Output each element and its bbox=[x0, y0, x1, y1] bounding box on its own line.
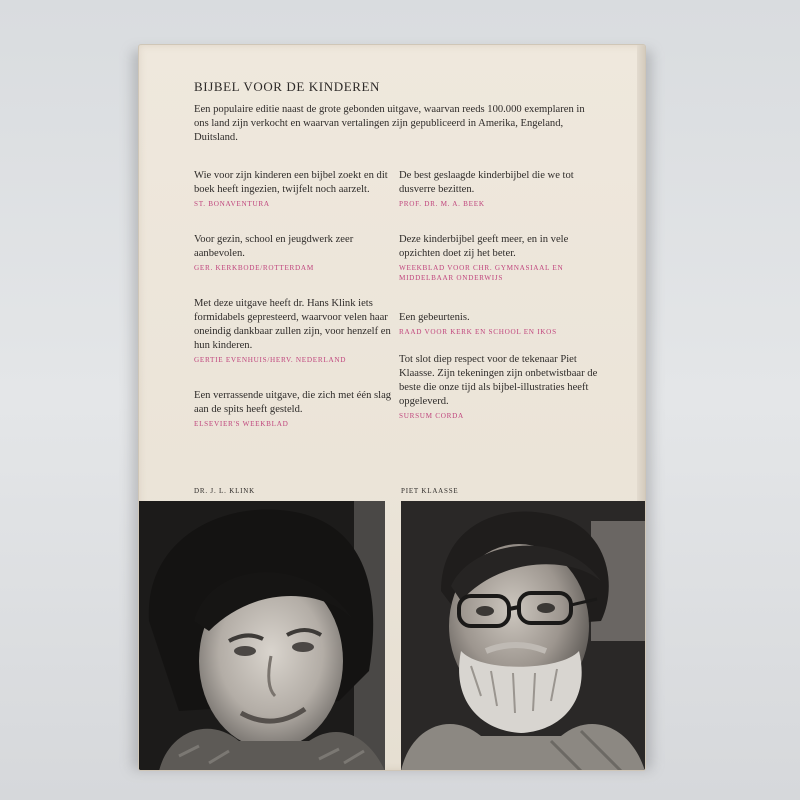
quote-source: PROF. DR. M. A. BEEK bbox=[399, 200, 485, 208]
quote-left-4 bbox=[194, 389, 404, 429]
portrait-woman-illustration bbox=[139, 501, 385, 771]
intro-text: Een populaire editie naast de grote gebonden uitgave, waarvan reeds 100.000 exemplaren in ons land zijn verkocht en waarvan vertalingen zijn gepubliceerd in Amerika, Engeland, Duitsland. bbox=[194, 104, 585, 143]
quote-left-1 bbox=[194, 169, 404, 233]
quote-text: De best geslaagde kinderbijbel die we tot dusverre bezitten. bbox=[399, 170, 574, 195]
quote-source: ST. BONAVENTURA bbox=[194, 200, 270, 208]
quote-source: GERTIE EVENHUIS/HERV. NEDERLAND bbox=[194, 356, 347, 364]
quote-right-4 bbox=[399, 353, 609, 421]
quote-text: Een verrassende uitgave, die zich met één slag aan de spits heeft gesteld. bbox=[194, 390, 392, 415]
quote-source: SURSUM CORDA bbox=[399, 412, 464, 420]
quote-text: Deze kinderbijbel geeft meer, en in vele opzichten doet zij het beter. bbox=[399, 234, 569, 259]
illustrator-portrait-photo bbox=[401, 501, 645, 771]
book-back-cover bbox=[138, 44, 646, 771]
quote-right-2 bbox=[399, 233, 609, 311]
portrait-man-illustration bbox=[401, 501, 645, 771]
quote-source: ELSEVIER'S WEEKBLAD bbox=[194, 420, 289, 428]
quote-source: RAAD VOOR KERK EN SCHOOL EN IKOS bbox=[399, 328, 557, 336]
quote-text: Met deze uitgave heeft dr. Hans Klink iets formidabels gepresteerd, waarvoor velen haar oneindig dankbaar zullen zijn, voor henzelf en hun kinderen. bbox=[194, 298, 391, 351]
quote-text: Een gebeurtenis. bbox=[399, 312, 470, 323]
quote-right-1 bbox=[399, 169, 609, 233]
book-title: BIJBEL VOOR DE KINDEREN bbox=[194, 79, 381, 94]
quote-source: WEEKBLAD VOOR CHR. GYMNASIAAL EN MIDDELBAAR ONDERWIJS bbox=[399, 264, 564, 282]
quote-source: GER. KERKBODE/ROTTERDAM bbox=[194, 264, 314, 272]
quote-left-2 bbox=[194, 233, 404, 297]
photo-caption-left: DR. J. L. KLINK bbox=[194, 487, 255, 495]
quotes-right-column bbox=[399, 169, 609, 421]
quotes-left-column bbox=[194, 169, 404, 429]
photo-caption-right: PIET KLAASSE bbox=[401, 487, 459, 495]
quote-text: Tot slot diep respect voor de tekenaar Piet Klaasse. Zijn tekeningen zijn onbetwistbaar de beste die onze tijd als bijbel-illustraties heeft opgeleverd. bbox=[399, 354, 598, 407]
quote-text: Wie voor zijn kinderen een bijbel zoekt en dit boek heeft ingezien, twijfelt noch aarzelt. bbox=[194, 170, 388, 195]
quote-text: Voor gezin, school en jeugdwerk zeer aanbevolen. bbox=[194, 234, 354, 259]
author-portrait-photo bbox=[139, 501, 385, 771]
quote-right-3 bbox=[399, 311, 609, 353]
quote-left-3 bbox=[194, 297, 404, 389]
